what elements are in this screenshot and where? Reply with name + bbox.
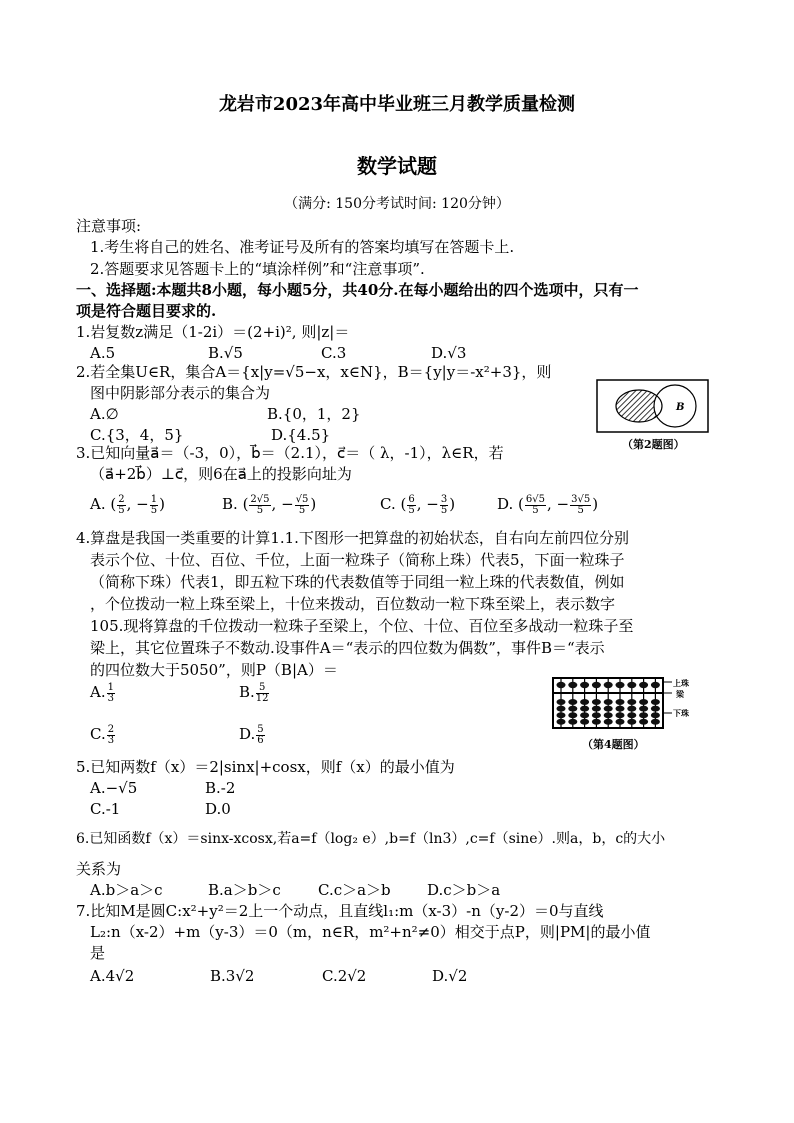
q7-option-a: A.4√2	[90, 967, 135, 985]
q3-option-d-label: D.	[497, 495, 514, 513]
q4-line-5: 105.现将算盘的千位拨动一粒珠子至梁上，个位、十位、百位至多战动一粒珠子至	[90, 617, 634, 635]
abacus-lower-bead	[627, 699, 636, 705]
abacus-lower-bead	[580, 719, 589, 725]
abacus-upper-bead	[639, 682, 648, 688]
abacus-upper-bead	[592, 682, 601, 688]
abacus-lower-bead	[592, 719, 601, 725]
q3-option-c: C. ( $\frac{6}{5}$ , − $\frac{3}{5}$ )	[380, 493, 456, 516]
abacus-diagram	[552, 676, 702, 732]
abacus-lower-bead	[616, 699, 625, 705]
q2-option-a: A.∅	[90, 405, 119, 423]
q3-stem-line-2: （a⃗+2b⃗）⊥c⃗，则6在a⃗上的投影向址为	[90, 465, 352, 483]
abacus-lower-bead	[639, 712, 648, 718]
q7-stem-line-3: 是	[90, 944, 106, 962]
abacus-lower-bead	[604, 719, 613, 725]
q5-option-c: C.-1	[90, 800, 121, 818]
q4-option-c: C. $\frac{2}{3}$	[90, 723, 115, 746]
abacus-lower-bead	[651, 706, 660, 712]
abacus-lower-bead	[639, 699, 648, 705]
q3-option-b: B. ( $\frac{2√5}{5}$ , − $\frac{√5}{5}$ )	[222, 493, 317, 516]
q3-b-y-fraction: $\frac{√5}{5}$	[295, 493, 309, 516]
abacus-lower-bead	[627, 706, 636, 712]
abacus-upper-bead	[627, 682, 636, 688]
q7-stem-line-1: 7.比知M是圆C:x²+y²＝2上一个动点，且直线l₁:m（x-3）-n（y-2）＝0与直线	[76, 902, 604, 920]
q3-option-c-label: C.	[380, 495, 396, 513]
abacus-lower-bead	[568, 712, 577, 718]
q3-c-y-fraction: $\frac{3}{5}$	[440, 493, 448, 516]
venn-diagram	[596, 379, 709, 433]
abacus-lower-bead	[557, 712, 566, 718]
q2-stem-line-2: 图中阴影部分表示的集合为	[90, 384, 271, 402]
q4-option-b: B. $\frac{5}{12}$	[239, 681, 269, 704]
abacus-lower-bead	[580, 706, 589, 712]
abacus-lower-bead	[639, 706, 648, 712]
abacus-lower-label: 下珠	[673, 709, 689, 718]
abacus-lower-bead	[568, 706, 577, 712]
q3-a-y-fraction: $\frac{1}{5}$	[150, 493, 158, 516]
q7-stem-line-2: L₂:n（x-2）+m（y-3）＝0（m，n∈R，m²+n²≠0）相交于点P，则|PM|的最小值	[90, 923, 651, 941]
q5-option-d: D.0	[205, 800, 231, 818]
q4-line-4: ，个位拨动一粒上珠至梁上，十位来拨动，百位数动一粒下珠至梁上，表示数字	[90, 595, 616, 613]
q4-line-3: （简称下珠）代表1，即五粒下珠的代表数值等于同组一粒上珠的代表数值，例如	[90, 573, 625, 591]
abacus-upper-label: 上珠	[673, 679, 689, 688]
q1-option-b: B.√5	[208, 344, 243, 362]
abacus-beam-label: 梁	[676, 690, 684, 699]
q3-option-d: D. ( $\frac{6√5}{5}$ , − $\frac{3√5}{5}$ )	[497, 493, 599, 516]
abacus-lower-bead	[592, 699, 601, 705]
abacus-lower-bead	[604, 706, 613, 712]
abacus-lower-bead	[580, 712, 589, 718]
section-1-line-1: 一、选择题:本题共8小题，每小题5分，共40分.在每小题给出的四个选项中，只有一	[76, 281, 639, 299]
q4-option-a: A. $\frac{1}{3}$	[90, 681, 114, 704]
notes-heading: 注意事项:	[76, 217, 142, 235]
abacus-lower-bead	[639, 719, 648, 725]
q3-option-a-label: A.	[90, 495, 106, 513]
q6-stem-line-1: 6.已知函数f（x）＝sinx-xcosx,若a=f（log₂ e）,b=f（ln3）,c=f（sine）.则a，b，c的大小	[76, 831, 666, 847]
q3-d-x-fraction: $\frac{6√5}{5}$	[525, 493, 545, 516]
abacus-lower-bead	[604, 712, 613, 718]
abacus-upper-bead	[651, 682, 660, 688]
notes-item-1: 1.考生将自己的姓名、准考证号及所有的答案均填写在答题卡上.	[90, 238, 515, 256]
q4-b-fraction: $\frac{5}{12}$	[255, 681, 269, 704]
q6-stem-line-2: 关系为	[76, 860, 122, 878]
q3-b-x-fraction: $\frac{2√5}{5}$	[250, 493, 270, 516]
abacus-upper-bead	[557, 682, 566, 688]
q3-a-x-fraction: $\frac{2}{5}$	[118, 493, 125, 516]
abacus-lower-bead	[580, 699, 589, 705]
q2-option-b: B.{0，1，2}	[267, 405, 361, 423]
exam-info: （满分: 150分考试时间: 120分钟）	[284, 196, 510, 212]
abacus-lower-bead	[592, 712, 601, 718]
q4-line-1: 4.算盘是我国一类重要的计算1.1.下图形一把算盘的初始状态，自右向左前四位分别	[76, 529, 629, 547]
abacus-lower-bead	[592, 706, 601, 712]
abacus-lower-bead	[557, 706, 566, 712]
q4-d-fraction: $\frac{5}{6}$	[257, 723, 264, 746]
abacus-upper-bead	[580, 682, 589, 688]
q1-stem: 1.岩复数z满足（1-2i）＝(2+i)², 则|z|＝	[76, 323, 350, 341]
q4-line-6: 梁上，其它位置珠子不数动.设事件A＝“表示的四位数为偶数”，事件B＝“表示	[90, 639, 605, 657]
q5-option-a: A.−√5	[90, 779, 138, 797]
q2-stem-line-1: 2.若全集U∈R，集合A＝{x|y=√5−x，x∈N}，B＝{y|y＝-x²+3}，则	[76, 363, 552, 381]
q6-option-a: A.b＞a＞c	[90, 881, 163, 899]
q3-option-b-label: B.	[222, 495, 238, 513]
q7-option-b: B.3√2	[210, 967, 255, 985]
q6-option-d: D.c＞b＞a	[427, 881, 501, 899]
section-1-line-2: 项是符合题目要求的.	[76, 302, 217, 320]
abacus-lower-bead	[651, 699, 660, 705]
q4-c-fraction: $\frac{2}{3}$	[107, 723, 115, 746]
q2-option-d: D.{4.5}	[271, 426, 331, 444]
q2-venn-figure	[596, 379, 709, 433]
q2-option-c: C.{3，4，5}	[90, 426, 184, 444]
q5-option-b: B.-2	[205, 779, 236, 797]
q4-a-fraction: $\frac{1}{3}$	[107, 681, 114, 704]
abacus-lower-bead	[557, 719, 566, 725]
abacus-lower-bead	[568, 719, 577, 725]
abacus-lower-bead	[604, 699, 613, 705]
q4-figure-caption: （第4题图）	[582, 738, 645, 751]
q3-option-a: A. ( $\frac{2}{5}$ , − $\frac{1}{5}$ )	[90, 493, 165, 516]
q3-d-y-fraction: $\frac{3√5}{5}$	[571, 493, 591, 516]
q7-option-d: D.√2	[432, 967, 468, 985]
abacus-lower-bead	[627, 712, 636, 718]
abacus-lower-bead	[616, 712, 625, 718]
q1-option-d: D.√3	[431, 344, 467, 362]
abacus-upper-bead	[604, 682, 613, 688]
abacus-lower-bead	[651, 719, 660, 725]
q4-option-d: D. $\frac{5}{6}$	[239, 723, 264, 746]
abacus-lower-bead	[616, 719, 625, 725]
exam-title: 龙岩市2023年高中毕业班三月教学质量检测	[218, 94, 576, 115]
subject-title: 数学试题	[357, 154, 437, 178]
q3-stem-line-1: 3.已知向量a⃗＝（-3，0），b⃗＝（2.1），c⃗＝（ λ，-1），λ∈R，若	[76, 444, 504, 462]
q5-stem: 5.已知两数f（x）＝2|sinx|+cosx，则f（x）的最小值为	[76, 758, 455, 776]
abacus-lower-bead	[568, 699, 577, 705]
q3-c-x-fraction: $\frac{6}{5}$	[408, 493, 415, 516]
venn-label-b: B	[676, 402, 685, 413]
abacus-lower-bead	[557, 699, 566, 705]
abacus-lower-bead	[651, 712, 660, 718]
notes-item-2: 2.答题要求见答题卡上的“填涂样例”和“注意事项”.	[90, 260, 425, 278]
q1-option-c: C.3	[321, 344, 347, 362]
q4-line-7: 的四位数大于5050”，则P（B|A）＝	[90, 661, 338, 679]
abacus-upper-bead	[568, 682, 577, 688]
abacus-lower-bead	[627, 719, 636, 725]
q6-option-b: B.a＞b＞c	[208, 881, 281, 899]
q7-option-c: C.2√2	[322, 967, 367, 985]
q6-option-c: C.c＞a＞b	[318, 881, 391, 899]
q4-line-2: 表示个位、十位、百位、千位，上面一粒珠子（简称上珠）代表5，下面一粒珠子	[90, 551, 625, 569]
abacus-upper-bead	[616, 682, 625, 688]
q4-abacus-figure	[552, 676, 702, 732]
abacus-lower-bead	[616, 706, 625, 712]
q1-option-a: A.5	[90, 344, 116, 362]
q2-figure-caption: （第2题图）	[622, 438, 685, 451]
